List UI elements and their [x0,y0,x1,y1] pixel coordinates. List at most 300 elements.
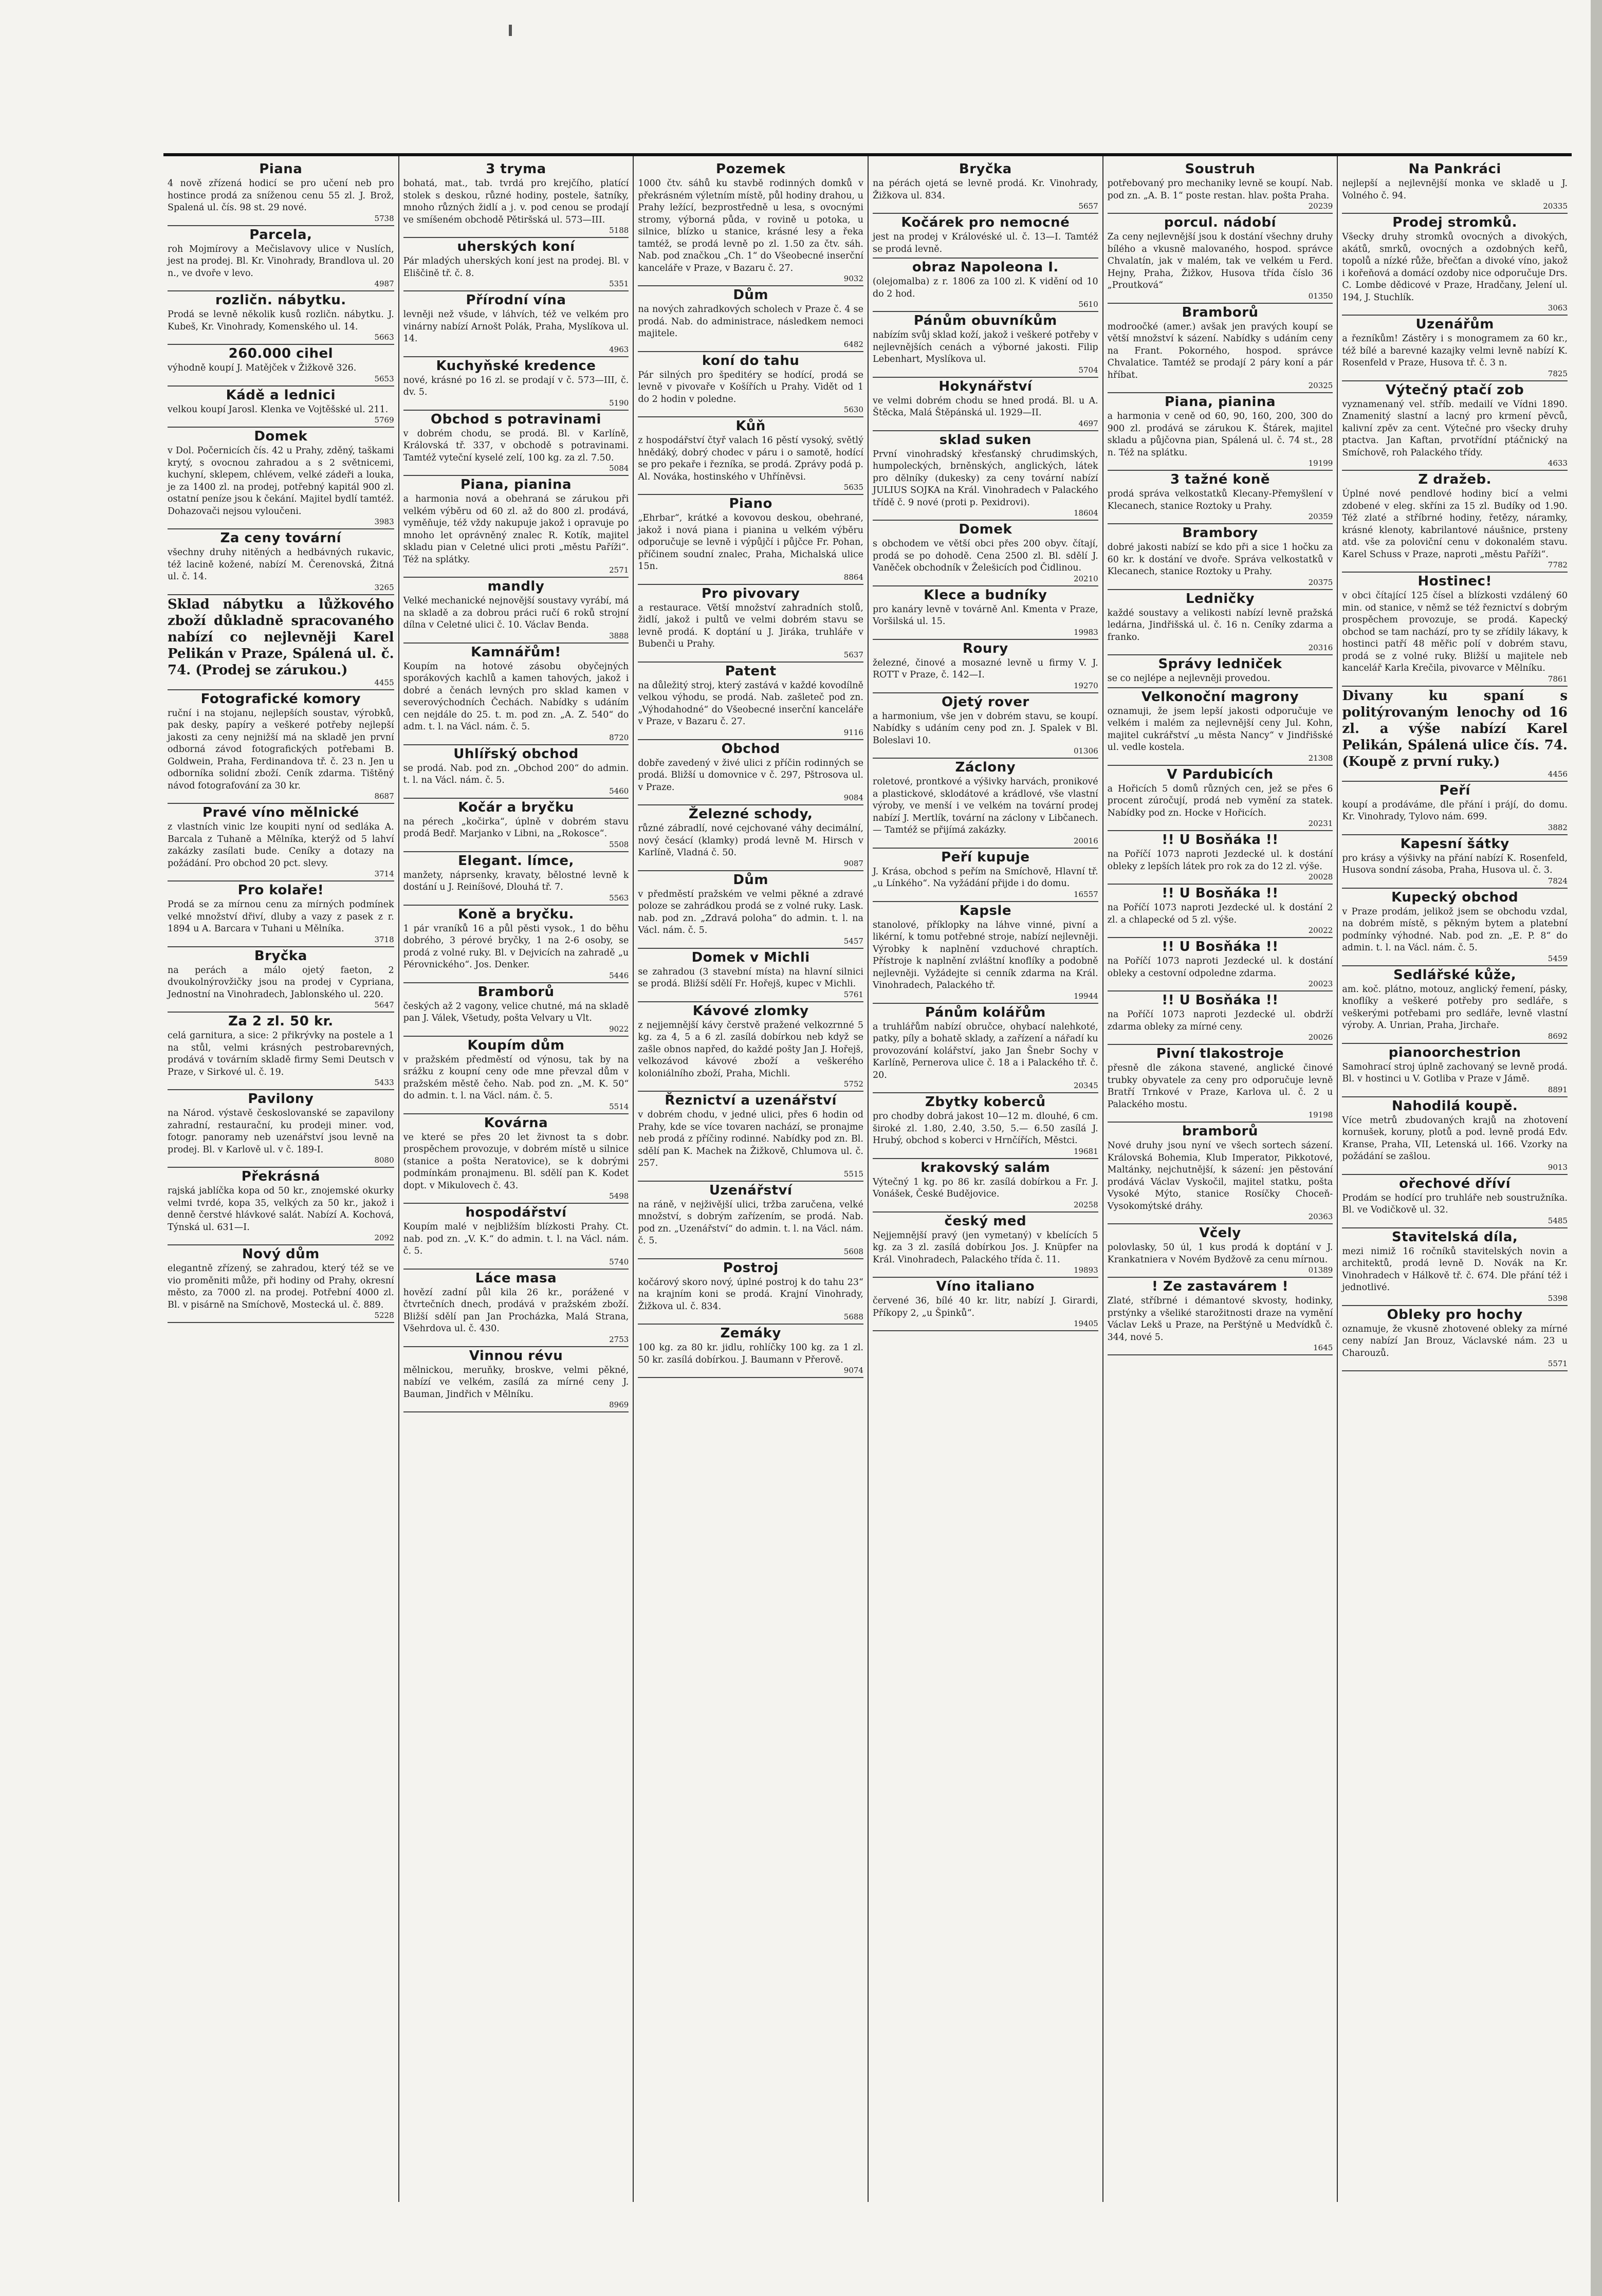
ad-heading: Piano [729,496,772,511]
ad-number: 3882 [1548,822,1568,832]
classified-ad [1342,1175,1568,1228]
ad-text: se zahradou (3 stavební místa) na hlavní silnici se prodá. Bližší sdělí Fr. Hořejš, kupec v Michli. [638,966,863,989]
ad-number: 20026 [1308,1033,1333,1042]
ad-number: 8080 [374,1155,394,1165]
ad-number: 7861 [1548,674,1568,684]
ad-heading: Správy ledniček [1158,656,1282,672]
ad-heading: Kamnářům! [471,644,561,660]
classified-ad [1342,316,1568,381]
ad-text: nové, krásné po 16 zl. se prodají v č. 573—III, č. dv. 5. [403,375,629,397]
ad-heading: Uzenářství [709,1182,793,1198]
classified-ad [873,1159,1098,1213]
ad-number: 8687 [374,792,394,801]
ad-text: celá garnitura, a sice: 2 přikrývky na postele a 1 na stůl, velmi krásných pestrobarevných, prodává v továrním skladě firmy Semi Deutsch v Praze, v Sirkové ul. č. 19. [168,1031,394,1077]
column-3 [633,156,868,2202]
classified-ad [873,312,1098,378]
ad-heading: Překrásná [241,1169,320,1184]
column-6 [1337,156,1572,2202]
classified-ad [1108,304,1333,394]
classified-ad [403,799,629,852]
ad-heading: 260.000 cihel [228,346,333,361]
classified-ad [638,495,863,585]
ad-heading: Elegant. límce, [458,853,574,869]
ad-text: červené 36, bílé 40 kr. litr, nabízí J. Girardi, Příkopy 2, „u Špinků“. [872,1296,1098,1318]
ad-text: Koupím na hotové zásobu obyčejných sporákových kachlů a kamen tahových, jakož i dobré a čenách levných pro sklad kamen v severovýchodních Čechách. Nabídky s udáním cen nejdále do 25. t. m. pod zn. „A. Z. 540“ do adm. t. l. na Václ. nám. č. 5. [403,661,629,732]
ad-number: 20239 [1308,201,1333,211]
classified-ad [1342,782,1568,835]
classified-ad [1342,687,1568,782]
ad-heading: Uhlířský obchod [453,746,579,762]
ad-number: 20210 [1073,574,1098,583]
ad-heading: Uzenářům [1415,317,1494,332]
classified-ad [873,431,1098,521]
classified-ad [1108,160,1333,214]
ad-number: 19270 [1073,681,1098,690]
ad-heading: Vinnou révu [469,1348,563,1364]
ad-number: 9022 [609,1024,629,1034]
ad-text: J. Krása, obchod s peřím na Smíchově, Hlavní tř. „u Línkého“. Na vyžádání přijde i do domu. [872,866,1098,889]
ad-number: 5515 [843,1169,863,1179]
classified-ad [1108,524,1333,590]
classified-ad [1342,889,1568,966]
ad-text: nejlepší a nejlevnější monka ve skladě u J. Volného č. 94. [1342,178,1568,201]
ad-text: každé soustavy a velikosti nabízí levně pražská ledárna, Jindřišská ul. č. 16 n. Ceníky zdarma a franko. [1107,608,1333,642]
ad-number: 19944 [1073,991,1098,1001]
classified-ad [1342,381,1568,471]
classified-ad [403,906,629,983]
ad-text: jest na prodej v Královéské ul. č. 13—I. Tamtéž se prodá levně. [872,232,1098,254]
ad-heading: porcul. nádobí [1164,215,1277,230]
classified-ad [1342,573,1568,687]
classified-ad [638,1182,863,1259]
classified-ad [1342,1044,1568,1097]
ad-heading: Včely [1199,1225,1241,1241]
ad-heading: Výtečný ptačí zob [1386,382,1524,398]
classified-ad [403,1270,629,1347]
ad-text: a řezníkům! Zástěry i s monogramem za 60 kr., též bílé a barevné kazajky velmi levně nabízí K. Rosenfeld v Praze, Husova tř. č. 3 n. [1342,334,1568,368]
ad-text: 4 nově zřízená hodicí se pro učení neb pro hostince prodá za sníženou cenu 55 zl. J. Brož, Spalená ul. čís. 98 st. 29 nové. [168,178,394,213]
ad-heading: Záclony [955,760,1016,775]
ad-heading: obraz Napoleona I. [912,260,1059,275]
ad-text: Prodá se levně několik kusů rozličn. nábytku. J. Kubeš, Kr. Vinohrady, Komenského ul. 14. [168,309,394,332]
classified-ad [638,805,863,871]
ad-text: roletové, prontkové a výšivky harvách, pronikové a plastickové, sklodátové a krádlové, vše vlastní výroby, ve menší i ve velkém na tovární prodej nabízí J. Mertlík, tovární na záclony v Libčanech. — Tamtéž se přijímá zakázky. [872,777,1098,835]
ad-number: 4697 [1078,418,1098,428]
ad-heading: Kůň [735,418,766,434]
classified-ad [638,740,863,806]
ad-text: 1000 čtv. sáhů ku stavbě rodinných domků v překrásném výletním místě, půl hodiny drahou, u Prahy ležící, bezprostředně u lesa, s ovocnými stromy, výborná půda, v rovině u potoka, u silnice, blízko u stanice, krásné lesy a řeka tamtéž, se prodá levně po zl. 1.50 za čtv. sáh. Nab. pod značkou „Ch. 1“ do Všeobecné inserční kanceláře v Praze, v Bazaru č. 27. [638,178,863,273]
ad-text: přesně dle zákona stavené, anglické činové trubky obyvatele za ceny pro odporučuje levně Bratří Trnkové v Praze, Karlova ul. č. 2 u Palackého mostu. [1107,1063,1333,1110]
ad-text: „Ehrbar“, krátké a kovovou deskou, obehrané, jakož i nová piana i pianina u velkém výběru odporučuje se levně i výpůjčí i půjčce Fr. Pohan, příčinem soudní znalec, Praha, Michalská ulice 15n. [638,513,863,572]
ad-number: 5485 [1548,1216,1568,1225]
ad-number: 5351 [609,279,629,288]
classified-ad [403,578,629,644]
ad-heading: Kočár a bryčku [458,799,574,815]
ad-number: 20359 [1308,512,1333,521]
classified-ad [638,871,863,949]
ad-text: na pérách ojetá se levně prodá. Kr. Vinohrady, Žižkova ul. 834. [872,178,1098,201]
ad-heading: Pivní tlakostroje [1156,1046,1284,1061]
ad-text: polovlasky, 50 úl, 1 kus prodá k doptání v J. Krankatniera v Novém Bydžově za cenu mírnou. [1107,1242,1333,1265]
ad-text: v Dol. Počernicích čís. 42 u Prahy, zděný, taškami krytý, s ovocnou zahradou a s 2 světnicemi, kuchyní, sklepem, chlévem, velké zádeři a louka, je za 1400 zl. na prodej, potřebný kapitál 900 zl. ostatní peníze jsou k čekání. Majitel bydlí tamtéž. Dohazovači nejsou vyloučeni. [168,446,394,517]
ad-number: 5704 [1078,365,1098,375]
ad-number: 20325 [1308,381,1333,390]
ad-text: dobře zavedený v živé ulici z příčin rodinných se prodá. Bližší u domovnice v č. 297, Pštrosova ul. v Praze. [638,758,863,793]
ad-heading: Hokynářství [938,378,1033,394]
ad-text: dobré jakosti nabízí se kdo při a sice 1 hočku za 60 kr. k dostání ve dvoře. Správa velkostatků v Klecanech, stanice Roztoky u Prahy. [1107,542,1333,577]
ad-number: 5084 [609,464,629,473]
classified-ad [168,160,394,226]
ad-heading: Piana, pianina [460,477,572,492]
ad-heading: Sedlářské kůže, [1393,967,1517,983]
ad-heading: Dům [733,287,768,303]
ad-text: velkou koupí Jarosl. Klenka ve Vojtěšské ul. 211. [168,404,389,415]
classified-ad [403,1114,629,1204]
ad-heading: koní do tahu [702,353,800,369]
ad-text: prodá správa velkostatků Klecany-Přemyšlení v Klecanech, stanice Roztoky u Prahy. [1107,489,1333,511]
ad-text: Více metrů zbudovaných krajů na zhotovení kornušek, koruny, plotů a pod. levně prodá Edv. Kranse, Praha, VII, Letenská ul. 166. Vzorky na požádání se zašlou. [1342,1115,1568,1162]
ad-heading: ořechové dříví [1399,1175,1511,1191]
ad-number: 3888 [609,631,629,640]
ad-text: vyznamenaný vel. stříb. medailí ve Vídni 1890. Znamenitý slastní a lacný pro krmení pěvců, kalivní zpěv za cent. Výtečné pro všecky druhy ptactva. Jan Kaftan, prvotřídní ptáčnický na Smíchově, roh Palackého třídy. [1342,399,1568,458]
ad-number: 5433 [374,1078,394,1087]
ad-heading: Pánům obuvníkům [913,313,1057,328]
ad-number: 20375 [1308,577,1333,587]
classified-ad [168,529,394,595]
ad-text: 1 pár vraníků 16 a půl pěsti vysok., 1 do běhu dobrého, 3 pérové bryčky, 1 na 2-6 osoby, se prodá z volné ruky. Bl. v Dejvicích na zahradě „u Pérovnického“. Jos. Denker. [403,923,629,970]
ad-number: 3983 [374,517,394,526]
classified-ad [873,1278,1098,1331]
ad-text: z nejjemnější kávy čerstvě pražené velkozrnné 5 kg. za 4, 5 a 6 zl. zasílá dobírkou neb když se zašle obnos napřed, do každé pošty Jan J. Hořejš, velkozávod kávové zboží a veškerého koloniálního zboží, Praha, Michli. [638,1020,863,1079]
classified-ad [168,1168,394,1245]
classified-ad [638,1259,863,1325]
classified-ad [1108,688,1333,766]
ad-text: v dobrém chodu, v jedné ulici, přes 6 hodin od Prahy, kde se více tovaren nachází, se pronajme neb prodá z příčiny rodinné. Nabídky pod zn. Bl. sdělí pan K. Machek na Žižkově, Chlumova ul. č. 257. [638,1110,863,1168]
ad-heading: Zbytky koberců [925,1094,1046,1110]
ad-text: českých až 2 vagony, velice chutné, má na skladě pan J. Válek, Všetudy, pošta Velvary u Vlt. [403,1001,629,1023]
classified-ad [873,521,1098,586]
ad-text: na ráně, v nejživější ulici, tržba zaručena, velké množství, s dobrým zařízením, se prodá. Nab. pod zn. „Uzenářství“ do admin. t. l. na Václ. nám. č. 5. [638,1199,863,1246]
ad-number: 8864 [843,572,863,582]
classified-ad [168,881,394,947]
classified-ad [1342,835,1568,889]
ad-number: 9087 [843,858,863,868]
ad-heading: Patent [725,663,777,679]
ad-heading: Stavitelská díla, [1392,1229,1518,1245]
scan-edge [1591,0,1602,2296]
classified-ad [873,586,1098,640]
ad-heading: Bryčka [959,161,1012,177]
ad-heading: Pánům kolářům [925,1004,1046,1020]
classified-ad [873,1093,1098,1159]
classified-ad [403,983,629,1037]
ad-text: oznamuji, že jsem lepší jakosti odporučuje ve velkém i malém za nejlevnější ceny Jul. Kohn, majitel cukrářství „u města Nancy“ v Jindřišské ul. vedle kostela. [1107,706,1333,752]
classified-ad [168,291,394,345]
ad-number: 20316 [1308,643,1333,652]
ad-number: 8969 [609,1400,629,1409]
ad-number: 5752 [843,1079,863,1089]
ad-text: potřebovaný pro mechaniky levně se koupí. Nab. pod zn. „A. B. 1“ poste restan. hlav. pošta Praha. [1107,178,1333,201]
ad-text: elegantně zřízený, se zahradou, který též se ve vio proměniti může, při hodiny od Prahy, okresní město, za 7000 zl. na prodej. Potřební 4000 zl. Bl. v pisárně na Smíchově, Mostecká ul. č. 889. [168,1263,394,1310]
classified-ad [638,1002,863,1092]
ad-heading: !! U Bosňáka !! [1162,832,1279,848]
classified-ad [1342,214,1568,316]
ad-text: a Hořicích 5 domů různých cen, jež se přes 6 procent zúročují, prodá neb vymění za statek. Nabídky pod zn. Hocke v Hořicích. [1107,783,1333,818]
ad-text: a harmonia v ceně od 60, 90, 160, 200, 300 do 900 zl. prodává se zárukou K. Štárek, majitel skladu a půjčovna pian, Spálená ul. č. 74 st., 28 n. Též na splátku. [1107,411,1333,458]
classified-ad [873,693,1098,759]
classified-ad [1108,1278,1333,1355]
classified-ad [638,160,863,286]
ad-heading: Nahodilá koupě. [1392,1098,1518,1114]
classified-ad [1108,885,1333,938]
column-5 [1102,156,1337,2202]
ad-number: 5446 [609,970,629,980]
ad-number: 4963 [609,344,629,354]
ad-heading: Prodej stromků. [1392,215,1518,230]
ad-text: hovězí zadní půl kila 26 kr., porážené v čtvrtečních dnech, prodává v pražském zboží. Bližší sdělí pan Jan Procházka, Malá Strana, Všehrdova ul. č. 430. [403,1287,629,1334]
ad-heading: Za ceny tovární [220,530,342,546]
classified-ad [403,476,629,578]
classified-ad [1108,214,1333,304]
ad-text: bohatá, mat., tab. tvrdá pro krejčího, platící stolek s deskou, různé hodiny, postele, šatníky, mnoho různých židlí a j. v. pod cenou se prodají ve smíšeném obchodě Pětiršská ul. 573—III. [403,178,629,225]
ad-text: roh Mojmírovy a Mečislavovy ulice v Nuslích, jest na prodej. Bl. Kr. Vinohrady, Brandlova ul. 20 n., ve dvoře v levo. [168,244,394,279]
ad-heading: 3 tažné koně [1170,472,1270,487]
ad-number: 9013 [1548,1162,1568,1172]
ad-heading: Domek [959,522,1012,537]
ad-number: 19983 [1073,627,1098,637]
classified-ad [1108,1123,1333,1224]
ad-text: ve velmi dobrém chodu se hned prodá. Bl. u A. Štěcka, Malá Štěpánská ul. 1929—II. [872,395,1098,418]
ad-heading: Piana [259,161,303,177]
ad-heading: Ojetý rover [941,694,1029,710]
ad-text: železné, činové a mosazné levně u firmy V. J. ROTT v Praze, č. 142—I. [872,657,1098,680]
ad-heading: Pavilony [248,1091,314,1107]
ad-heading: Pro kolaře! [237,883,324,898]
ad-heading: Kočárek pro nemocné [901,215,1070,230]
ad-text: z vlastních vinic lze koupiti nyní od sedláka A. Barcala z Tuhaně a Mělníka, kterýž od 5 lahví zakázky zasílati bude. Ceníky a dotazy na požádání. Pro obchod 20 pct. slevy. [168,822,394,869]
ad-text: Koupím malé v nejbližším blízkosti Prahy. Ct. nab. pod zn. „V. K.“ do admin. t. l. na Václ. nám. č. 5. [403,1222,629,1256]
ad-heading: Koupím dům [467,1037,565,1053]
ad-number: 7825 [1548,369,1568,378]
ad-heading: 3 tryma [486,161,546,177]
ad-number: 5610 [1078,300,1098,309]
ad-heading: Bryčka [254,948,307,964]
ad-text: Nejjemnější pravý (jen vymetaný) v kbelících 5 kg. za 3 zl. zasílá dobírkou Jos. J. Knüpfer na Král. Vinohradech, Palackého třída č. 11. [872,1230,1098,1265]
ad-number: 20258 [1073,1200,1098,1209]
classified-ad [1108,1224,1333,1278]
ad-number: 5514 [609,1101,629,1111]
classified-ad [873,259,1098,312]
classified-ad [403,1204,629,1270]
ad-heading: Klece a budníky [924,587,1047,603]
ad-heading: Za 2 zl. 50 kr. [228,1014,334,1029]
classified-ad [873,378,1098,431]
ad-heading: Kovárna [484,1115,548,1131]
classified-ad [403,1347,629,1413]
classified-ad [1108,938,1333,991]
classified-columns [163,153,1572,2202]
ad-number: 3063 [1548,303,1568,313]
ad-heading: Víno italiano [936,1279,1035,1294]
ad-text: Sklad nábytku a lůžkového zboží důkladně spracovaného nabízí co nejlevněji Karel Pelikán v Praze, Spálená ul. č. 74. (Prodej se zárukou.) [168,596,394,678]
classified-ad [638,949,863,1002]
ad-heading: Pro pivovary [701,585,800,601]
ad-number: 5460 [609,786,629,796]
ad-text: koupí a prodáváme, dle přání i prájí, do domu. Kr. Vinohrady, Tylovo nám. 699. [1342,799,1568,822]
ad-number: 4633 [1548,458,1568,468]
ad-number: 5637 [843,650,863,659]
ad-heading: Postroj [723,1260,779,1276]
ad-text: pro chodby dobrá jakost 10—12 m. dlouhé, 6 cm. široké zl. 1.80, 2.40, 3.50, 5.— 6.50 zasílá J. Hrubý, obchod s koberci v Hrnčířích, Městci. [872,1111,1098,1146]
classified-ad [403,357,629,411]
ad-number: 8692 [1548,1031,1568,1041]
ad-heading: Pravé víno mělnické [202,805,359,820]
ad-number: 19681 [1073,1146,1098,1156]
ad-heading: Kuchyňské kredence [436,358,596,374]
ad-number: 9032 [843,274,863,283]
ad-heading: Láce masa [475,1270,557,1286]
ad-text: v Praze prodám, jelikož jsem se obchodu vzdal, na dobrém místě, s pěkným bytem a platební podmínky výhodné. Nab. pod zn. „E. P. 8“ do admin. t. l. na Václ. nám. č. 5. [1342,906,1568,953]
ad-number: 01306 [1073,746,1098,756]
ad-number: 5688 [843,1312,863,1321]
ad-text: ve které se přes 20 let živnost ta s dobr. prospěchem provozuje, v dobrém místě u silnice (stanice a pošta Neratovice), se k dobrými podmínkám pronajmenu. Bl. sdělí pan K. Kodet dopt. v Mikulovech č. 43. [403,1132,629,1191]
ad-heading: český med [944,1213,1027,1229]
ad-heading: Řeznictví a uzenářství [665,1093,837,1108]
ad-number: 3718 [374,934,394,944]
ad-text: na důležitý stroj, který zastává v každé kovodílně velkou výhodu, se prodá. Nab. zašleteč pod zn. „Výhodahodné“ do Všeobecné inserční kanceláře v Praze, v Bazaru č. 27. [638,680,863,727]
ad-text: 100 kg. za 80 kr. jidlu, rohlíčky 100 kg. za 1 zl. 50 kr. zasílá dobírkou. J. Baumann v Přerově. [638,1343,863,1365]
ad-number: 20231 [1308,819,1333,828]
ad-number: 5228 [374,1311,394,1320]
classified-ad [873,640,1098,693]
classified-ad [1342,1228,1568,1306]
ad-number: 01350 [1308,291,1333,301]
ad-text: na nových zahradkových scholech v Praze č. 4 se prodá. Nab. do administrace, následkem nemoci majitele. [638,304,863,339]
ad-number: 21308 [1308,753,1333,763]
classified-ad [168,595,394,690]
ad-heading: Železné schody, [688,806,813,822]
ad-text: na Poříčí 1073 naproti Jezdecké ul. obdrží zdarma obleky za mírné ceny. [1107,1009,1333,1032]
ad-heading: Nový dům [242,1246,320,1262]
ad-heading: krakovský salám [920,1160,1051,1175]
classified-ad [638,352,863,418]
classified-ad [1108,655,1333,688]
ad-number: 5459 [1548,953,1568,963]
ad-heading: Kupecký obchod [1391,889,1519,905]
classified-ad [873,214,1098,259]
ad-number: 2092 [374,1233,394,1242]
ad-number: 9116 [843,727,863,737]
ad-text: První vinohradský křesťanský chrudimských, humpoleckých, brněnských, anglických, látek pro dělníky (dukesky) za ceny tovární nabízí JULIUS SOJKA na Král. Vinohradech v Palackého třídě č. 9 nové (proti p. Pexidrovi). [872,449,1098,508]
column-4 [868,156,1102,2202]
classified-ad [1108,471,1333,524]
ad-heading: Kádě a lednici [226,387,336,403]
ad-text: různé zábradlí, nové cejchované váhy decimální, nový česácí (klamky) prodá levně M. Hirsch v Karlíně, Vladná č. 50. [638,823,863,858]
ad-number: 4455 [374,677,394,687]
ad-number: 3714 [374,869,394,878]
classified-ad [168,947,394,1013]
ad-text: rajská jablíčka kopa od 50 kr., znojemské okurky velmi tvrdé, kopa 35, velkých za 50 kr., jakož i denně čerstvé hlávkové salát. Nabízí A. Kochová, Týnská ul. 631—I. [168,1186,394,1233]
ad-number: 5563 [609,893,629,903]
ad-heading: Peří kupuje [941,849,1030,865]
ad-text: a harmonia nová a obehraná se zárukou při velkém výběru od 60 zl. až do 800 zl. prodává, vyměňuje, též vždy nakupuje jakož i opravuje po mnoho let oprávněný znalec R. Kotík, majitel skladu pian v Celetné ulici proti „městu Paříži“. Též na splátky. [403,494,629,565]
ad-number: 20335 [1543,201,1568,211]
classified-ad [403,160,629,238]
ad-heading: rozličn. nábytku. [215,292,346,308]
ad-text: a restaurace. Větší množství zahradních stolů, židlí, jakož i pultů ve velmi dobrém stavu se levně prodá. K doptání u J. Jiráka, truhláře v Bubenči u Prahy. [638,602,863,649]
classified-ad [638,286,863,352]
column-2 [398,156,633,2202]
classified-ad [403,238,629,291]
ad-heading: Brambory [1182,525,1258,541]
classified-ad [638,417,863,495]
ad-heading: uherských koní [457,239,575,254]
classified-ad [1108,590,1333,656]
ad-number: 2571 [609,565,629,575]
ad-text: se prodá. Nab. pod zn. „Obchod 200“ do admin. t. l. na Václ. nám. č. 5. [403,763,629,785]
classified-ad [1108,766,1333,832]
classified-ad [1108,393,1333,471]
ad-number: 5190 [609,398,629,408]
ad-heading: V Pardubicích [1167,766,1274,782]
ad-number: 5647 [374,1000,394,1009]
ad-text: na perách a málo ojetý faeton, 2 dvoukolnýrovžičky jsou na prodej v Cypriana, Jednostní na Vinohradech, Jablonského ul. 220. [168,965,394,1000]
ad-text: Samohrací stroj úplně zachovaný se levně prodá. Bl. v hostinci u V. Gotliba v Praze v Jámě. [1342,1061,1568,1084]
ad-heading: Obchod s potravinami [431,411,601,427]
classified-ad [168,1090,394,1168]
ad-number: 19405 [1073,1319,1098,1328]
classified-ad [168,690,394,804]
classified-ad [873,849,1098,902]
ad-number: 7782 [1548,560,1568,570]
ad-text: na Poříčí 1073 naproti Jezdecké ul. k dostání obleky a cestovní odpoledne zdarma. [1107,956,1333,979]
ad-text: Za ceny nejlevnější jsou k dostání všechny druhy bílého a vkusně malovaného, hospod. správce Chvalatín, jak v malém, tak ve velkém u Ferd. Hejny, Praha, Žižkov, Husova třída číslo 36 „Proutková“ [1107,232,1333,290]
classified-ad [638,1325,863,1378]
classified-ad [873,1004,1098,1094]
ad-text: (olejomalba) z r. 1806 za 100 zl. K vidění od 10 do 2 hod. [872,277,1098,299]
classified-ad [1342,1097,1568,1175]
ad-number: 1645 [1313,1343,1333,1352]
ad-text: všechny druhy nitěných a hedbávných rukavic, též lacině kožené, nabízí M. Čerenovská, Žitná ul. č. 14. [168,547,394,582]
ad-number: 3265 [374,582,394,592]
ad-number: 5761 [843,989,863,999]
classified-ad [1342,966,1568,1044]
ad-number: 5457 [843,936,863,946]
ad-text: pro krásy a výšivky na přání nabízí K. Rosenfeld, Husova sondní zásoba, Praha, Husova ul. č. 3. [1342,853,1568,875]
ad-heading: Soustruh [1185,161,1256,177]
ad-number: 5508 [609,839,629,849]
ad-number: 5498 [609,1191,629,1201]
ad-text: mělnickou, meruňky, broskve, velmi pěkné, nabízí ve velkém, zasílá za mírné ceny J. Bauman, Jindřich v Mělníku. [403,1365,629,1400]
ad-number: 2753 [609,1334,629,1344]
ad-number: 20023 [1308,979,1333,988]
ad-heading: Hostinec! [1417,574,1492,589]
ad-heading: Domek v Michli [691,949,810,965]
classified-ad [168,804,394,881]
ad-text: oznamuje, že vkusně zhotovené obleky za mírné ceny nabízí Jan Brouz, Václavské nám. 23 u Charouzů. [1342,1324,1568,1358]
ad-number: 5571 [1548,1359,1568,1368]
classified-ad [403,291,629,357]
column-1 [163,156,398,2202]
ad-text: kočárový skoro nový, úplné postroj k do tahu 23“ na krajním koni se prodá. Krajní Vinohrady, Žižkova ul. č. 834. [638,1277,863,1312]
ad-text: Prodám se hodící pro truhláře neb soustružníka. Bl. ve Vodičkově ul. 32. [1342,1192,1568,1215]
ad-text: na pérech „kočirka“, úplně v dobrém stavu prodá Bedř. Marjanko v Libni, na „Rokosce“. [403,816,629,839]
ad-number: 5630 [843,405,863,414]
classified-ad [403,1037,629,1114]
ad-number: 20022 [1308,926,1333,935]
ad-heading: !! U Bosňáka !! [1162,939,1279,954]
classified-ad [1342,160,1568,214]
